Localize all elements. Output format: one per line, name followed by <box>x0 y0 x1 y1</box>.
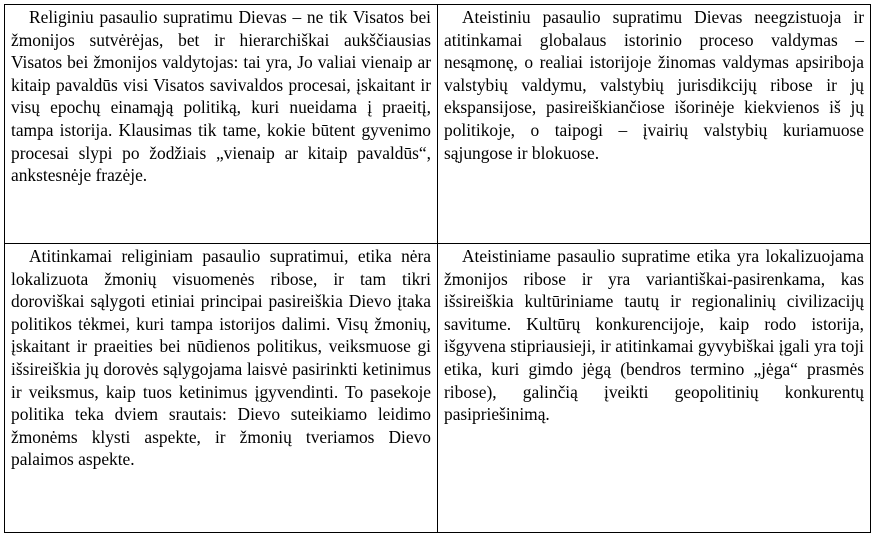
religious-view-cell: Atitinkamai religiniam pasaulio supratimui, etika nėra lokalizuota žmonių visuomenės ribose, ir tam tikri doroviškai sąlygoti etiniai principai pasireiškia Dievo įtaka politikos tėkmei, kuri tampa istorijos dalimi. Visų žmonių, įskaitant ir praeities bei nūdienos politikus, veiksmuose gi išsireiškia jų dorovės sąlygojama laisvė pasirinkti ketinimus ir veiksmus, kaip tuos ketinimus įgyvendinti. To pasekoje politika teka dviem srautais: Dievo suteikiamo leidimo žmonėms klysti aspekte, ir žmonių tveriamos Dievo palaimos aspekte. <box>5 244 438 533</box>
comparison-table <box>4 4 871 533</box>
table-row <box>5 244 871 533</box>
religious-view-cell: Religiniu pasaulio supratimu Dievas – ne tik Visatos bei žmonijos sutvėrėjas, bet ir hierarchiškai aukščiausias Visatos bei žmonijos valdytojas: tai yra, Jo valiai vienaip ar kitaip pavaldūs visi Visatos savivaldos procesai, įskaitant ir visų epochų einamąją politiką, kuri nueidama į praeitį, tampa istorija. Klausimas tik tame, kokie būtent gyvenimo procesai slypi po žodžiais „vienaip ar kitaip pavaldūs“, ankstesnėje frazėje. <box>5 5 438 244</box>
table-row <box>5 5 871 244</box>
atheist-view-cell: Ateistiniu pasaulio supratimu Dievas neegzistuoja ir atitinkamai globalaus istorinio proceso valdymas – nesąmonę, o realiai istorijoje žinomas valdymas apsiriboja valstybių valdymu, valstybių jurisdikcijų ribose ir jų ekspansijose, pasireiškiančiose išorinėje kiekvienos iš jų politikoje, o taipogi – įvairių valstybių kuriamuose sąjungose ir blokuose. <box>438 5 871 244</box>
atheist-view-cell: Ateistiniame pasaulio supratime etika yra lokalizuojama žmonijos ribose ir yra variantiškai-pasirenkama, kas išsireiškia kultūriniame tautų ir regionalinių civilizacijų savitume. Kultūrų konkurencijoje, kaip rodo istorija, išgyvena stipriausieji, ir atitinkamai gyvybiškai įgali yra toji etika, kuri gimdo jėgą (bendros termino „jėga“ prasmės ribose), galinčią įveikti geopolitinių konkurentų pasipriešinimą. <box>438 244 871 533</box>
